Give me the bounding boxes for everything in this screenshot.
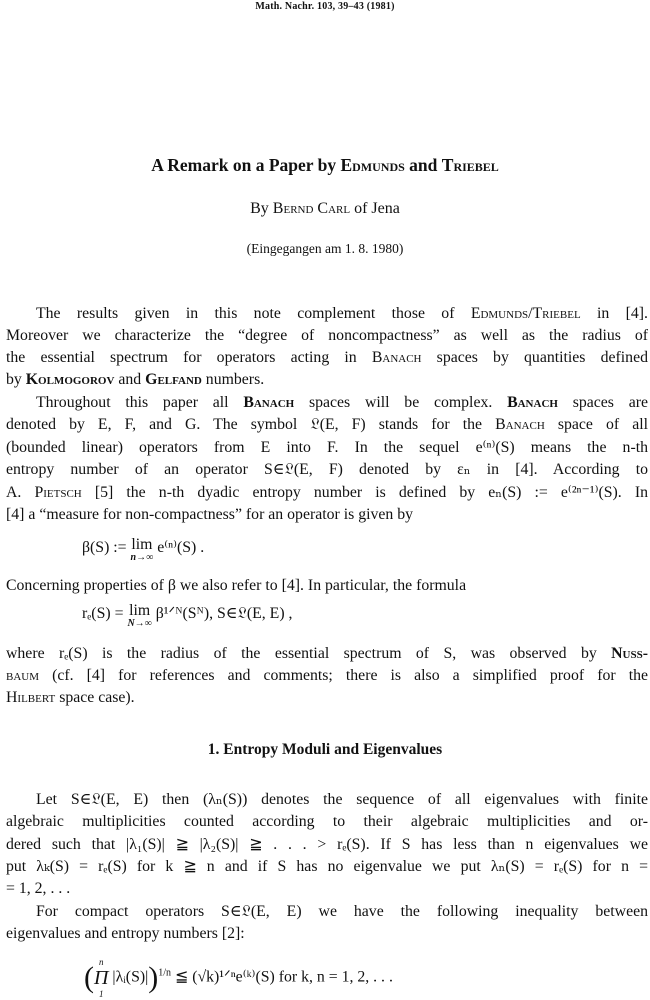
p5-line4: put λₖ(S) = rₑ(S) for k ≧ n and if S has no eigenvalue we put λₙ(S) = rₑ(S) for n = xyxy=(6,858,648,875)
p3-line1: Concerning properties of β we also refer to [4]. In particular, the formula xyxy=(6,577,467,594)
p1-line2: Moreover we characterize the “degree of noncompactness” as well as the radius of xyxy=(6,327,648,344)
p2-line1: Throughout this paper all Banach spaces will be complex. Banach spaces are xyxy=(36,394,648,411)
product-operator: n Π 1 xyxy=(94,957,109,999)
formula-eigenvalue-inequality: ( n Π 1 |λᵢ(S)|)$^{1/n}$ ≦ (√k)¹ᐟⁿe⁽ᵏ⁾(S) for k, n = 1, 2, . . . xyxy=(84,957,393,999)
p5-line5: = 1, 2, . . . xyxy=(6,880,71,897)
author-last: Carl xyxy=(317,200,351,217)
p1-line4: by Kolmogorov and Gelfand numbers. xyxy=(6,371,265,388)
author-first: Bernd xyxy=(272,200,318,217)
p5-line2: algebraic multiplicities counted according to their algebraic multiplicities and or- xyxy=(6,813,648,830)
title-prefix: A Remark on a Paper by xyxy=(151,155,341,175)
title-mid: and xyxy=(404,155,442,175)
journal-reference: Math. Nachr. 103, 39–43 (1981) xyxy=(255,1,395,12)
author-line xyxy=(0,199,650,219)
section-heading: 1. Entropy Moduli and Eigenvalues xyxy=(207,741,443,758)
author-by: By xyxy=(250,200,273,217)
p5-line3: dered such that |λ₁(S)| ≧ |λ₂(S)| ≧ . . . > rₑ(S). If S has less than n eigenvalues we xyxy=(6,836,648,853)
p1-line1: The results given in this note complement those of Edmunds/Triebel in [4]. xyxy=(36,305,648,322)
p4-line2: baum (cf. [4] for references and comments; there is also a simplified proof for the xyxy=(6,667,648,684)
paper-title xyxy=(0,154,650,176)
title-author1: Edmunds xyxy=(340,155,405,175)
p1-line3: the essential spectrum for operators acting in Banach spaces by quantities defined xyxy=(6,349,648,366)
p2-line3: (bounded linear) operators from E into F. In the sequel e⁽ⁿ⁾(S) means the n-th xyxy=(6,439,648,456)
p4-line1: where rₑ(S) is the radius of the essential spectrum of S, was observed by Nuss- xyxy=(6,645,648,662)
author-suffix: of Jena xyxy=(350,200,400,217)
p2-line2: denoted by E, F, and G. The symbol 𝔏(E, F) stands for the Banach space of all xyxy=(6,416,648,433)
formula-beta: β(S) := lim n→∞ e⁽ⁿ⁾(S) . xyxy=(82,536,205,563)
p6-line2: eigenvalues and entropy numbers [2]: xyxy=(6,925,245,942)
p6-line1: For compact operators S∈𝔏(E, E) we have the following inequality between xyxy=(36,903,648,920)
p5-line1: Let S∈𝔏(E, E) then (λₙ(S)) denotes the sequence of all eigenvalues with finite xyxy=(36,791,648,808)
title-author2: Triebel xyxy=(441,155,499,175)
lim-operator: lim N→∞ xyxy=(127,602,152,629)
p4-line3: Hilbert space case). xyxy=(6,689,135,706)
received-date: (Eingegangen am 1. 8. 1980) xyxy=(246,241,404,256)
p2-line5: A. Pietsch [5] the n-th dyadic entropy number is defined by eₙ(S) := e⁽²ⁿ⁻¹⁾(S). In xyxy=(6,484,648,501)
p2-line4: entropy number of an operator S∈𝔏(E, F) denoted by εₙ in [4]. According to xyxy=(6,461,648,478)
p2-line6: [4] a “measure for non-compactness” for an operator is given by xyxy=(6,506,414,523)
lim-operator: lim n→∞ xyxy=(130,536,154,563)
formula-essential-radius: rₑ(S) = lim N→∞ β¹ᐟᴺ(Sᴺ), S∈𝔏(E, E) , xyxy=(82,602,293,629)
